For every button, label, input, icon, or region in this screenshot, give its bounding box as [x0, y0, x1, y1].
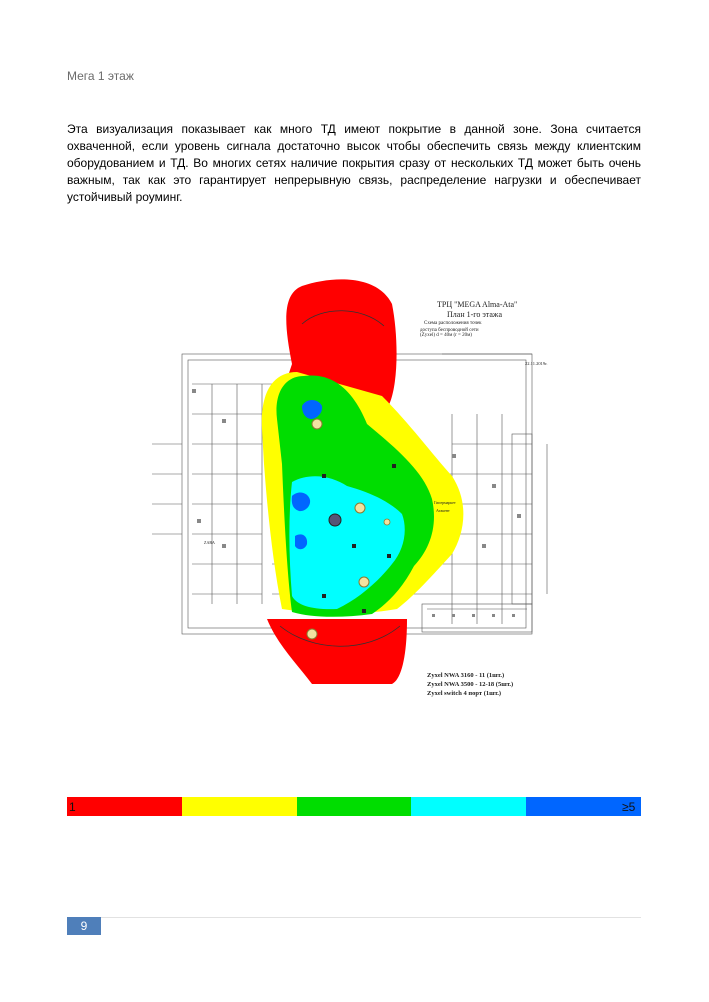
plan-description-3: (Zyxel) d = 40м (r = 20м) [420, 333, 472, 338]
plan-subtitle: План 1-го этажа [447, 310, 503, 319]
legend-segment [411, 797, 526, 816]
page-header-title: Мега 1 этаж [67, 69, 134, 83]
access-point-icon [359, 577, 369, 587]
plan-title: ТРЦ "MEGA Alma-Ata" [437, 300, 518, 309]
description-paragraph: Эта визуализация показывает как много ТД имеют покрытие в данной зоне. Зона считается охваченной, если уровень сигнала достаточно высок чтобы обеспечить связь между клиентским оборудованием и ТД. Во многих сетях наличие покрытия сразу от нескольких ТД может быть очень важным, так как это гарантирует непрерывную связь, распределение нагрузки и обеспечивает устойчивый роуминг. [67, 122, 641, 204]
coverage-zones [262, 279, 464, 684]
plan-description-1: Схема расположения точек [424, 321, 482, 326]
legend-segment [67, 797, 182, 816]
coverage-heatmap-figure [152, 214, 558, 784]
plan-description-2 [420, 328, 479, 338]
access-point-icon [384, 519, 390, 525]
access-point-icon [329, 514, 341, 526]
legend-max-label: ≥5 [622, 800, 636, 814]
coverage-zone-1 [267, 619, 407, 684]
legend-min-label: 1 [69, 800, 76, 814]
legend-segment [297, 797, 412, 816]
access-point-icon [312, 419, 322, 429]
footer-divider [67, 917, 641, 918]
store-label: Гипермаркет [434, 500, 456, 505]
access-point-icon [355, 503, 365, 513]
store-label: ZARA [204, 540, 215, 545]
access-point-icon [307, 629, 317, 639]
coverage-legend-bar [67, 797, 641, 816]
equipment-line: Zyxel NWA 3500 - 12-18 (5шт.) [427, 681, 514, 688]
equipment-line: Zyxel NWA 3160 - 11 (1шт.) [427, 672, 505, 679]
plan-date: 22.11.2019г. [525, 361, 548, 366]
store-label: Атакент [436, 508, 450, 513]
page-number-badge: 9 [67, 917, 101, 935]
plan-description-2a: доступа беспроводной сети [420, 328, 479, 333]
equipment-line: Zyxel switch 4 порт (1шт.) [427, 690, 502, 697]
legend-segment [182, 797, 297, 816]
